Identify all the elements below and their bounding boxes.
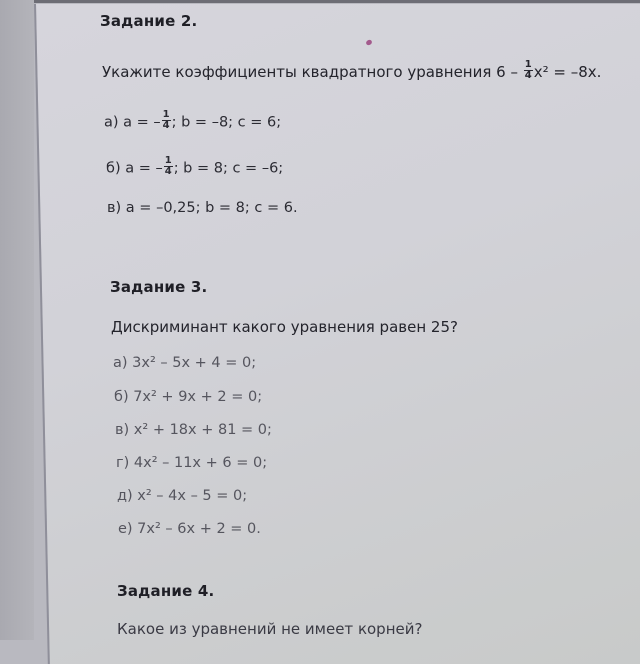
task-3-option-c: в) x² + 18x + 81 = 0;: [115, 422, 272, 438]
task-2-question: [102, 59, 602, 83]
task-2-question-prefix: Укажите коэффициенты квадратного уравнения 6 –: [102, 63, 518, 81]
task-4-question: Какое из уравнений не имеет корней?: [117, 620, 423, 638]
fraction-one-quarter: $\frac{1}{4}$: [162, 109, 170, 131]
task-4-title: Задание 4.: [117, 582, 215, 600]
task-3-title: Задание 3.: [110, 278, 208, 296]
task-3-option-e: д) x² – 4x – 5 = 0;: [117, 488, 248, 504]
task-2-option-a: а) a = – $\frac{1}{4}$ ; b = –8; c = 6;: [104, 109, 282, 131]
fraction-one-quarter: $\frac{1}{4}$: [164, 155, 172, 177]
task-3-option-b: б) 7x² + 9x + 2 = 0;: [114, 389, 263, 405]
task-2-option-b: б) a = – $\frac{1}{4}$ ; b = 8; c = –6;: [106, 155, 284, 177]
task-2-question-suffix: x² = –8x.: [533, 63, 602, 81]
fraction-one-quarter: $\frac{1}{4}$: [524, 59, 532, 81]
task-3-option-a: а) 3x² – 5x + 4 = 0;: [113, 355, 257, 371]
task-3-option-f: е) 7x² – 6x + 2 = 0.: [118, 521, 261, 537]
task-3-question: Дискриминант какого уравнения равен 25?: [111, 318, 458, 336]
task-2-option-c: в) a = –0,25; b = 8; c = 6.: [107, 200, 298, 216]
ink-mark: [365, 39, 373, 46]
task-2-title: Задание 2.: [100, 12, 198, 30]
task-3-option-d: г) 4x² – 11x + 6 = 0;: [116, 455, 268, 471]
